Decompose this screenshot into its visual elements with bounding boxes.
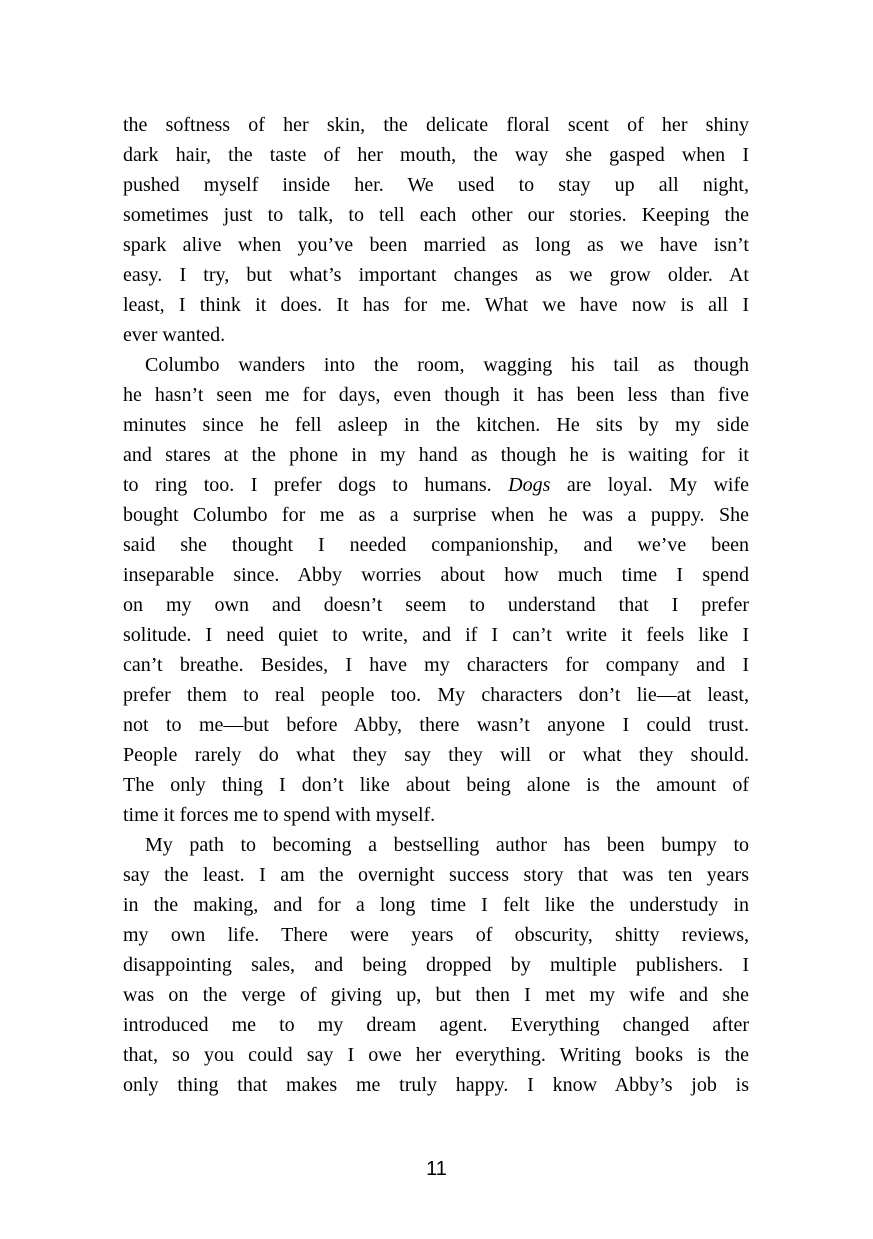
text-line	[123, 200, 749, 230]
text-segment: are loyal. My wife	[550, 474, 749, 496]
paragraph	[123, 350, 749, 830]
text-segment: he hasn’t seen me for days, even though it has been less than five	[123, 384, 749, 406]
text-line	[123, 110, 749, 140]
text-segment: in the making, and for a long time I felt like the understudy in	[123, 894, 749, 916]
text-block	[123, 110, 749, 1100]
text-line	[123, 320, 749, 350]
text-line	[123, 830, 749, 860]
text-segment: dark hair, the taste of her mouth, the way she gasped when I	[123, 144, 749, 166]
text-line	[123, 140, 749, 170]
text-segment: ever wanted.	[123, 324, 226, 346]
text-line	[123, 530, 749, 560]
text-line	[123, 260, 749, 290]
italic-text: Dogs	[508, 474, 551, 496]
text-line	[123, 1070, 749, 1100]
text-line	[123, 950, 749, 980]
text-line	[123, 350, 749, 380]
text-line	[123, 860, 749, 890]
text-line	[123, 890, 749, 920]
text-segment: my own life. There were years of obscurity, shitty reviews,	[123, 924, 749, 946]
paragraph	[123, 110, 749, 350]
text-line	[123, 800, 749, 830]
text-segment: was on the verge of giving up, but then I met my wife and she	[123, 984, 749, 1006]
text-segment: and stares at the phone in my hand as though he is waiting for it	[123, 444, 749, 466]
text-line	[123, 650, 749, 680]
text-line	[123, 410, 749, 440]
text-segment: minutes since he fell asleep in the kitchen. He sits by my side	[123, 414, 749, 436]
text-line	[123, 560, 749, 590]
text-segment: The only thing I don’t like about being alone is the amount of	[123, 774, 749, 796]
text-line	[123, 620, 749, 650]
text-line	[123, 440, 749, 470]
text-segment: on my own and doesn’t seem to understand that I prefer	[123, 594, 749, 616]
text-segment: solitude. I need quiet to write, and if I can’t write it feels like I	[123, 624, 749, 646]
text-segment: the softness of her skin, the delicate floral scent of her shiny	[123, 114, 749, 136]
text-segment: Columbo wanders into the room, wagging his tail as though	[145, 354, 749, 376]
text-segment: introduced me to my dream agent. Everything changed after	[123, 1014, 749, 1036]
text-segment: least, I think it does. It has for me. What we have now is all I	[123, 294, 749, 316]
text-line	[123, 920, 749, 950]
text-segment: say the least. I am the overnight success story that was ten years	[123, 864, 749, 886]
text-segment: prefer them to real people too. My characters don’t lie—at least,	[123, 684, 749, 706]
text-segment: My path to becoming a bestselling author has been bumpy to	[145, 834, 749, 856]
text-segment: that, so you could say I owe her everything. Writing books is the	[123, 1044, 749, 1066]
text-line	[123, 770, 749, 800]
text-segment: only thing that makes me truly happy. I know Abby’s job is	[123, 1074, 749, 1096]
text-segment: can’t breathe. Besides, I have my characters for company and I	[123, 654, 749, 676]
page-number: 11	[426, 1158, 447, 1180]
text-line	[123, 500, 749, 530]
text-segment: inseparable since. Abby worries about how much time I spend	[123, 564, 749, 586]
text-segment: easy. I try, but what’s important changes as we grow older. At	[123, 264, 749, 286]
text-segment: sometimes just to talk, to tell each other our stories. Keeping the	[123, 204, 749, 226]
text-segment: time it forces me to spend with myself.	[123, 804, 436, 826]
text-line	[123, 230, 749, 260]
text-line	[123, 1010, 749, 1040]
text-line	[123, 380, 749, 410]
text-segment: disappointing sales, and being dropped by multiple publishers. I	[123, 954, 749, 976]
text-line	[123, 710, 749, 740]
text-line	[123, 740, 749, 770]
text-line	[123, 170, 749, 200]
text-line	[123, 980, 749, 1010]
paragraph	[123, 830, 749, 1100]
text-segment: to ring too. I prefer dogs to humans.	[123, 474, 509, 496]
text-segment: said she thought I needed companionship, and we’ve been	[123, 534, 749, 556]
text-line	[123, 1040, 749, 1070]
text-line	[123, 290, 749, 320]
text-segment: bought Columbo for me as a surprise when he was a puppy. She	[123, 504, 749, 526]
text-segment: pushed myself inside her. We used to stay up all night,	[123, 174, 749, 196]
text-segment: not to me—but before Abby, there wasn’t anyone I could trust.	[123, 714, 749, 736]
text-segment: spark alive when you’ve been married as long as we have isn’t	[123, 234, 749, 256]
text-segment: People rarely do what they say they will or what they should.	[123, 744, 749, 766]
text-line	[123, 680, 749, 710]
text-line	[123, 470, 749, 500]
text-line	[123, 590, 749, 620]
